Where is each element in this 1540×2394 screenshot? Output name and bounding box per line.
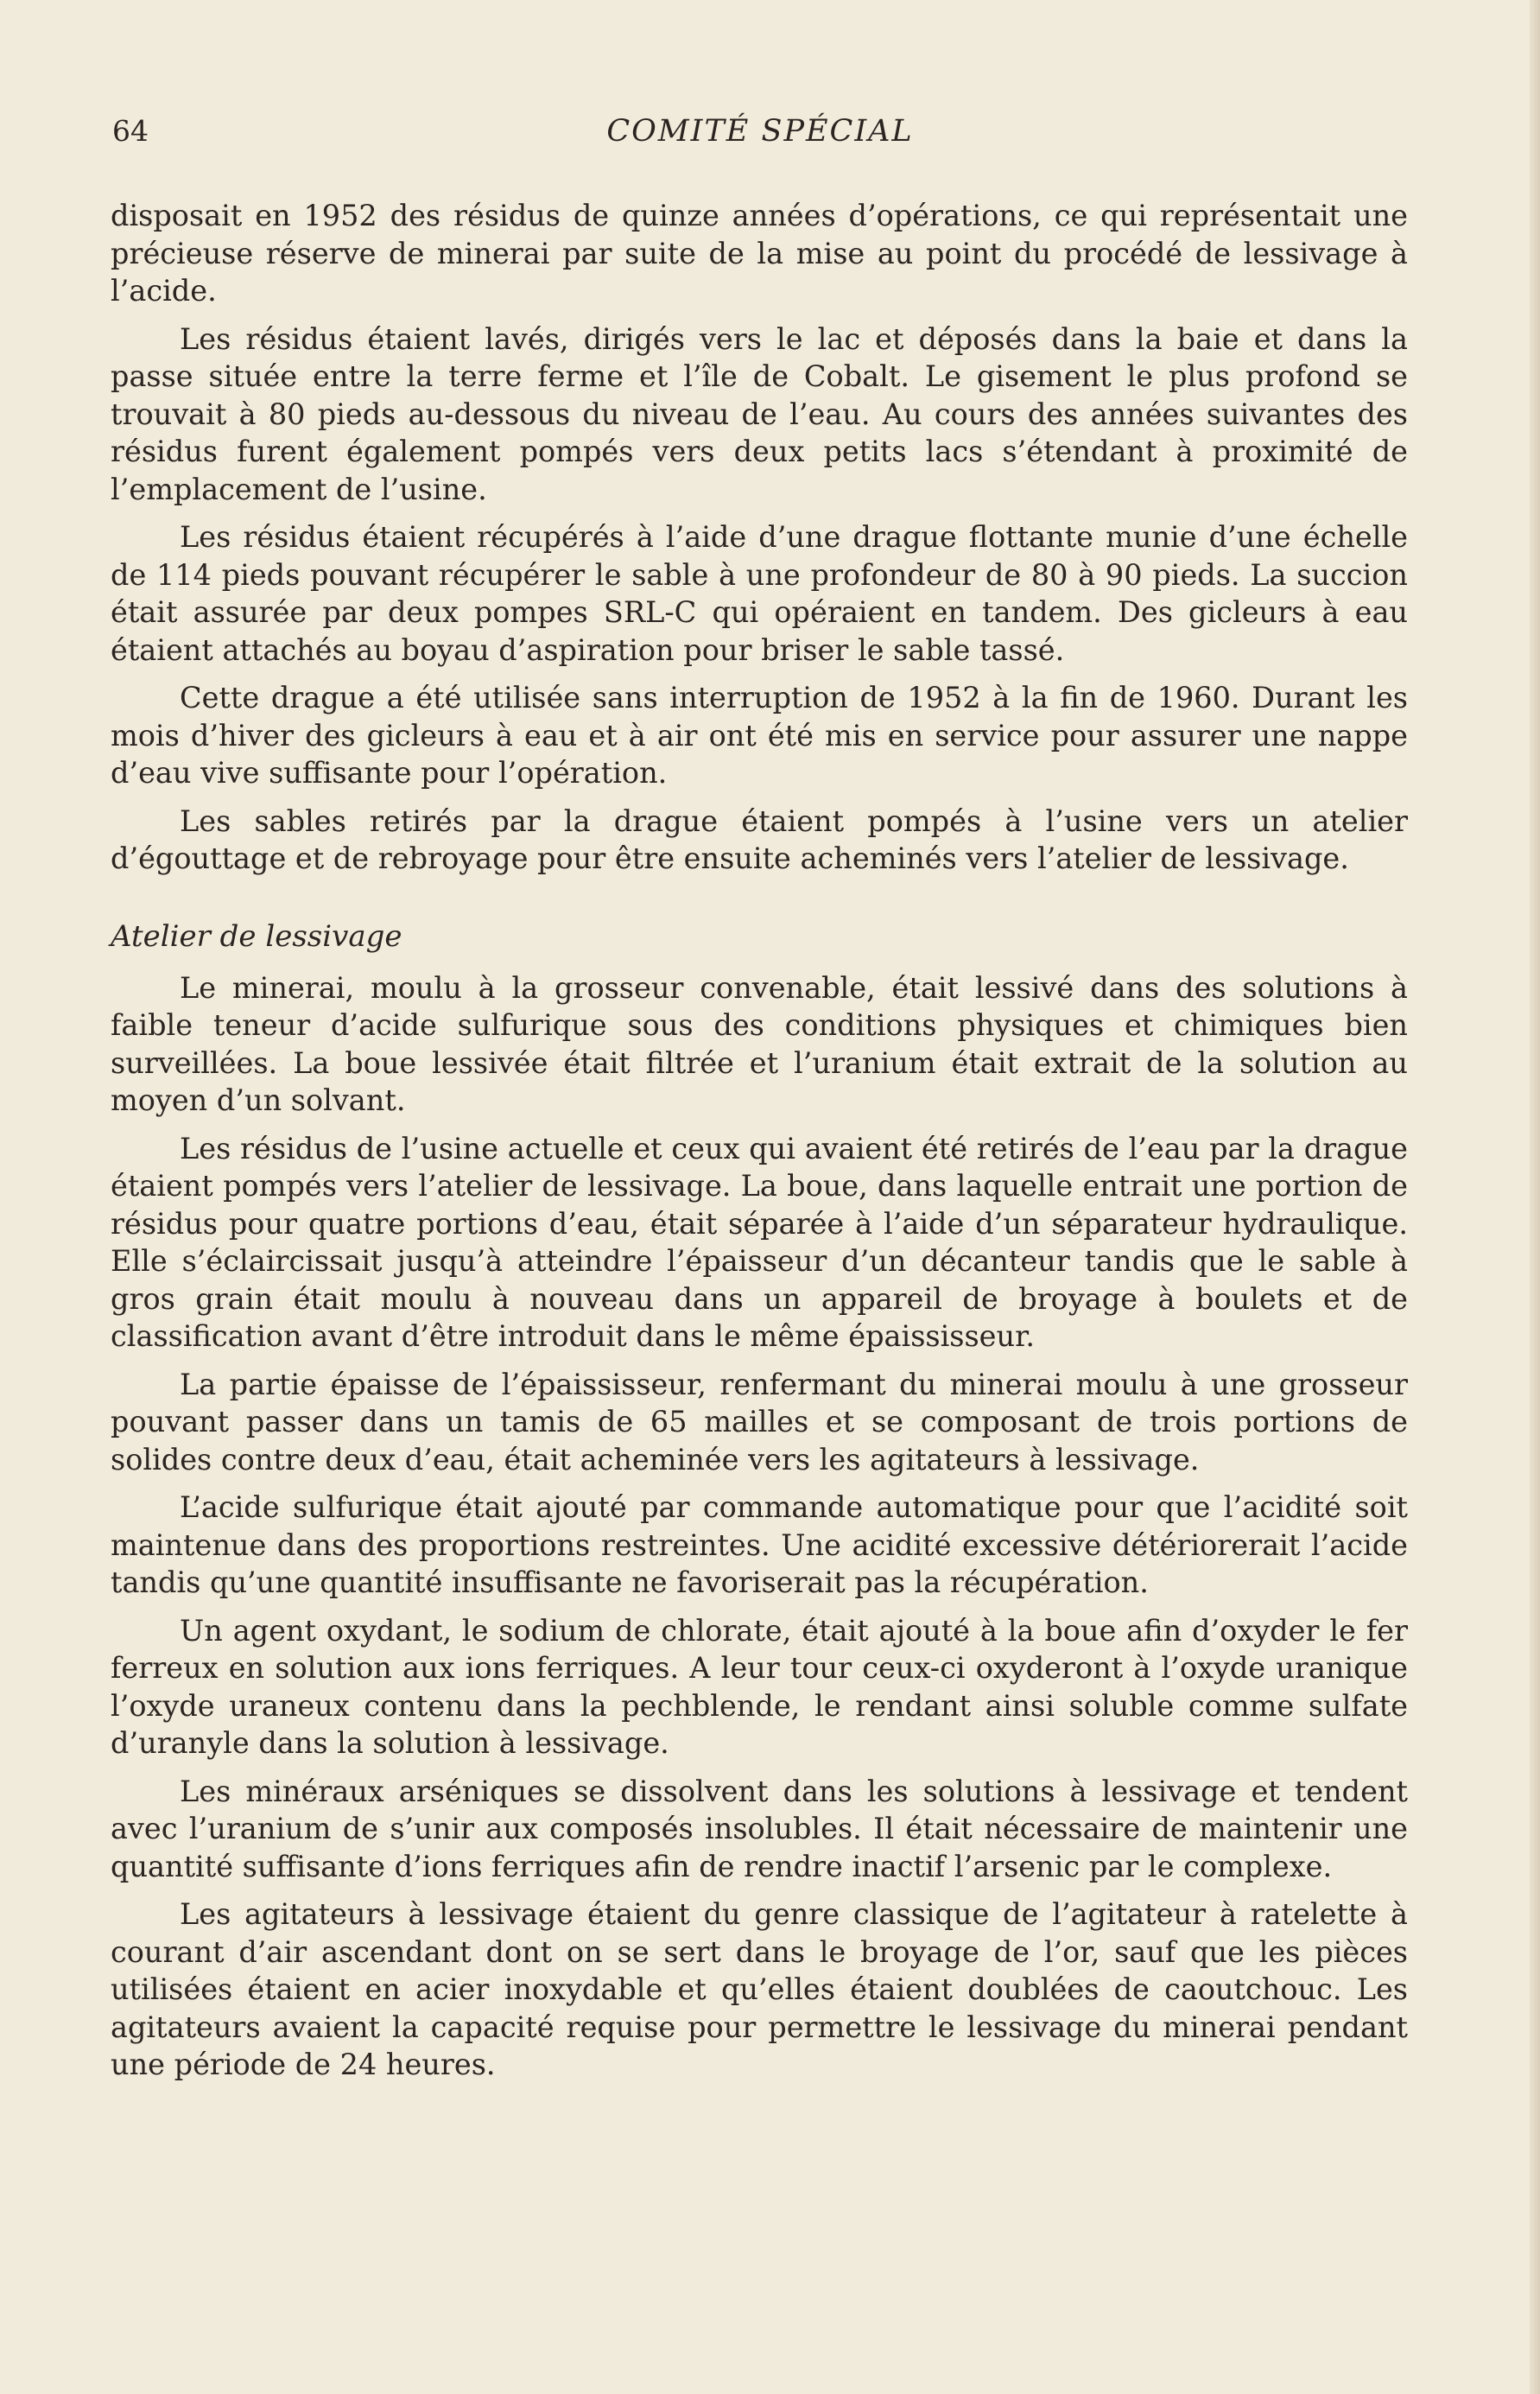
paragraph: Cette drague a été utilisée sans interruption de 1952 à la fin de 1960. Durant les mois d’hiver des gicleurs à eau et à air ont été mis en service pour assurer une nappe d’eau vive suffisante pour l’opération. — [111, 681, 1408, 790]
paragraph: Les résidus étaient récupérés à l’aide d’une drague flottante munie d’une échelle de 114 pieds pouvant récupérer le sable à une profondeur de 80 à 90 pieds. La succion était assurée par deux pompes SRL-C qui opéraient en tandem. Des gicleurs à eau étaient attachés au boyau d’aspiration pour briser le sable tassé. — [111, 520, 1408, 667]
page-header — [112, 114, 1408, 157]
section-heading: Atelier de lessivage — [111, 918, 402, 954]
paragraph: La partie épaisse de l’épaississeur, renfermant du minerai moulu à une grosseur pouvant passer dans un tamis de 65 mailles et se composant de trois portions de solides contre deux d’eau, était acheminée vers les agitateurs à lessivage. — [111, 1367, 1408, 1476]
paragraph: Les minéraux arséniques se dissolvent dans les solutions à lessivage et tendent avec l’uranium de s’unir aux composés insolubles. Il était nécessaire de maintenir une quantité suffisante d’ions ferriques afin de rendre inactif l’arsenic par le complexe. — [111, 1774, 1408, 1883]
paragraph: Les sables retirés par la drague étaient pompés à l’usine vers un atelier d’égouttage et de rebroyage pour être ensuite acheminés vers l’atelier de lessivage. — [111, 803, 1408, 875]
paragraph: Les résidus de l’usine actuelle et ceux qui avaient été retirés de l’eau par la drague étaient pompés vers l’atelier de lessivage. La boue, dans laquelle entrait une portion de résidus pour quatre portions d’eau, était séparée à l’aide d’un séparateur hydraulique. Elle s’éclaircissait jusqu’à atteindre l’épaisseur d’un décanteur tandis que le sable à gros grain était moulu à nouveau dans un appareil de broyage à boulets et de classification avant d’être introduit dans le même épaississeur. — [111, 1131, 1408, 1353]
paragraph: disposait en 1952 des résidus de quinze années d’opérations, ce qui représentait une précieuse réserve de minerai par suite de la mise au point du procédé de lessivage à l’acide. — [111, 199, 1408, 308]
paragraph: Le minerai, moulu à la grosseur convenable, était lessivé dans des solutions à faible teneur d’acide sulfurique sous des conditions physiques et chimiques bien surveillées. La boue lessivée était filtrée et l’uranium était extrait de la solution au moyen d’un solvant. — [111, 970, 1408, 1117]
page-number: 64 — [112, 114, 149, 148]
body-text — [111, 197, 1408, 2094]
running-head: COMITÉ SPÉCIAL — [606, 114, 914, 149]
paragraph: L’acide sulfurique était ajouté par commande automatique pour que l’acidité soit maintenue dans des proportions restreintes. Une acidité excessive détériorerait l’acide tandis qu’une quantité insuffisante ne favoriserait pas la récupération. — [111, 1490, 1408, 1599]
paragraph: Un agent oxydant, le sodium de chlorate, était ajouté à la boue afin d’oxyder le fer ferreux en solution aux ions ferriques. A leur tour ceux-ci oxyderont à l’oxyde uranique l’oxyde uraneux contenu dans la pechblende, le rendant ainsi soluble comme sulfate d’uranyle dans la solution à lessivage. — [111, 1613, 1408, 1760]
page-edge-shadow — [1530, 0, 1540, 2394]
paragraph: Les résidus étaient lavés, dirigés vers le lac et déposés dans la baie et dans la passe située entre la terre ferme et l’île de Cobalt. Le gisement le plus profond se trouvait à 80 pieds au-dessous du niveau de l’eau. Au cours des années suivantes des résidus furent également pompés vers deux petits lacs s’étendant à proximité de l’emplacement de l’usine. — [111, 321, 1408, 506]
paragraph: Les agitateurs à lessivage étaient du genre classique de l’agitateur à ratelette à courant d’air ascendant dont on se sert dans le broyage de l’or, sauf que les pièces utilisées étaient en acier inoxydable et qu’elles étaient doublées de caoutchouc. Les agitateurs avaient la capacité requise pour permettre le lessivage du minerai pendant une période de 24 heures. — [111, 1897, 1408, 2081]
